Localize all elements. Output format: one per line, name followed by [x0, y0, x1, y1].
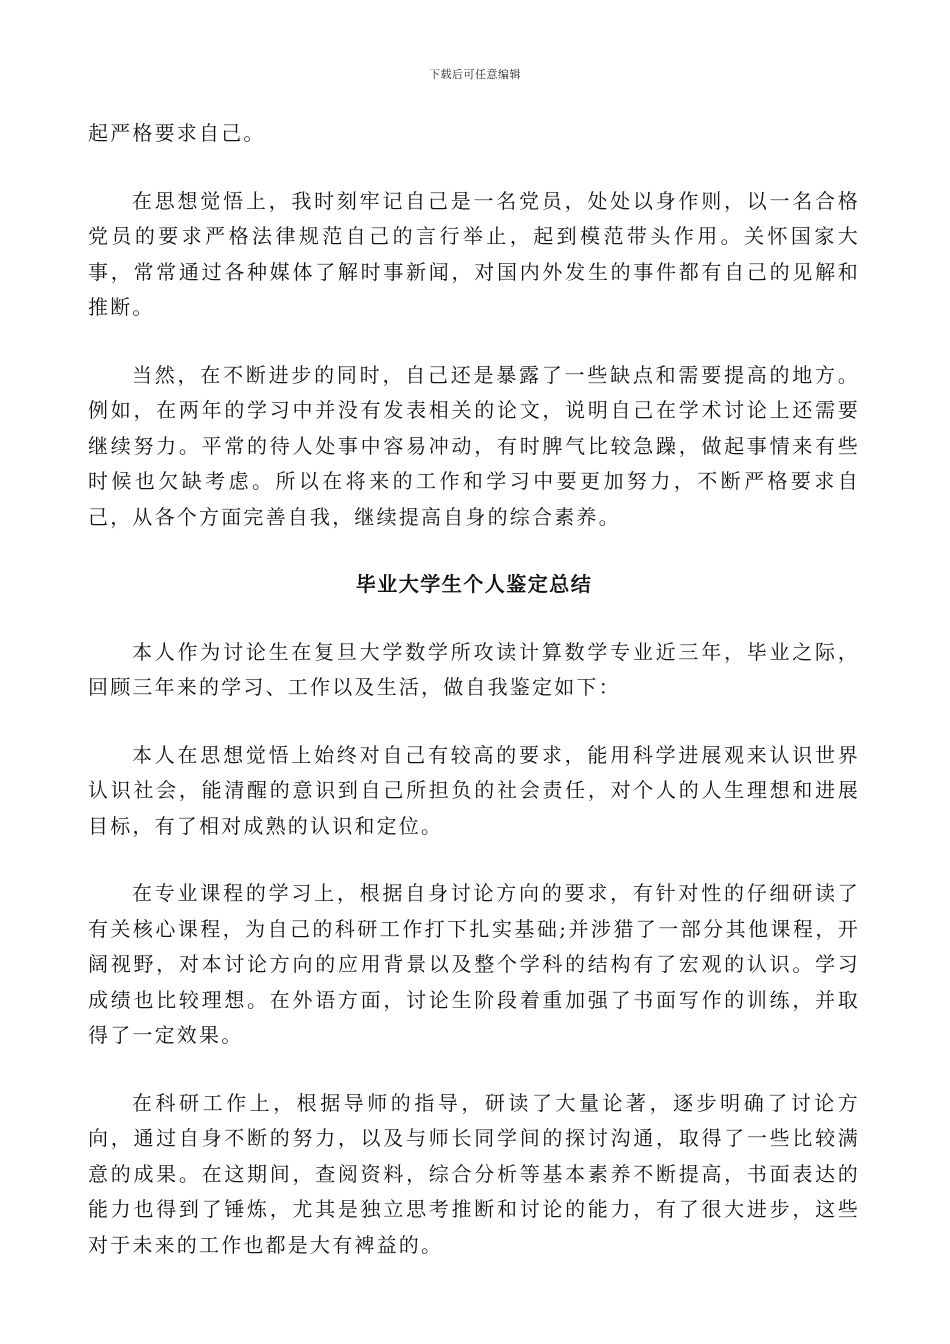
paragraph-6: 在专业课程的学习上，根据自身讨论方向的要求，有针对性的仔细研读了有关核心课程，为自己的科研工作打下扎实基础;并涉猎了一部分其他课程，开阔视野，对本讨论方向的应用背景以及整个学科的结构有了宏观的认识。学习成绩也比较理想。在外语方面，讨论生阶段着重加强了书面写作的训练，并取得了一定效果。 [88, 881, 860, 1047]
paragraph-5: 本人在思想觉悟上始终对自己有较高的要求，能用科学进展观来认识世界认识社会，能清醒的意识到自己所担负的社会责任，对个人的人生理想和进展目标，有了相对成熟的认识和定位。 [88, 742, 860, 838]
paragraph-2: 在思想觉悟上，我时刻牢记自己是一名党员，处处以身作则，以一名合格党员的要求严格法律规范自己的言行举止，起到模范带头作用。关怀国家大事，常常通过各种媒体了解时事新闻，对国内外发生的事件都有自己的见解和推断。 [88, 188, 860, 319]
document-body [88, 116, 860, 1295]
paragraph-4: 本人作为讨论生在复旦大学数学所攻读计算数学专业近三年，毕业之际，回顾三年来的学习、工作以及生活，做自我鉴定如下： [88, 639, 860, 699]
page-header: 下载后可任意编辑 [429, 68, 521, 81]
paragraph-3: 当然，在不断进步的同时，自己还是暴露了一些缺点和需要提高的地方。例如，在两年的学习中并没有发表相关的论文，说明自己在学术讨论上还需要继续努力。平常的待人处事中容易冲动，有时脾气比较急躁，做起事情来有些时候也欠缺考虑。所以在将来的工作和学习中要更加努力，不断严格要求自己，从各个方面完善自我，继续提高自身的综合素养。 [88, 362, 860, 529]
paragraph-1: 起严格要求自己。 [88, 121, 266, 145]
section-title: 毕业大学生个人鉴定总结 [355, 572, 593, 596]
paragraph-7: 在科研工作上，根据导师的指导，研读了大量论著，逐步明确了讨论方向，通过自身不断的努力，以及与师长同学间的探讨沟通，取得了一些比较满意的成果。在这期间，查阅资料，综合分析等基本素养不断提高，书面表达的能力也得到了锤炼，尤其是独立思考推断和讨论的能力，有了很大进步，这些对于未来的工作也都是大有裨益的。 [88, 1090, 860, 1257]
